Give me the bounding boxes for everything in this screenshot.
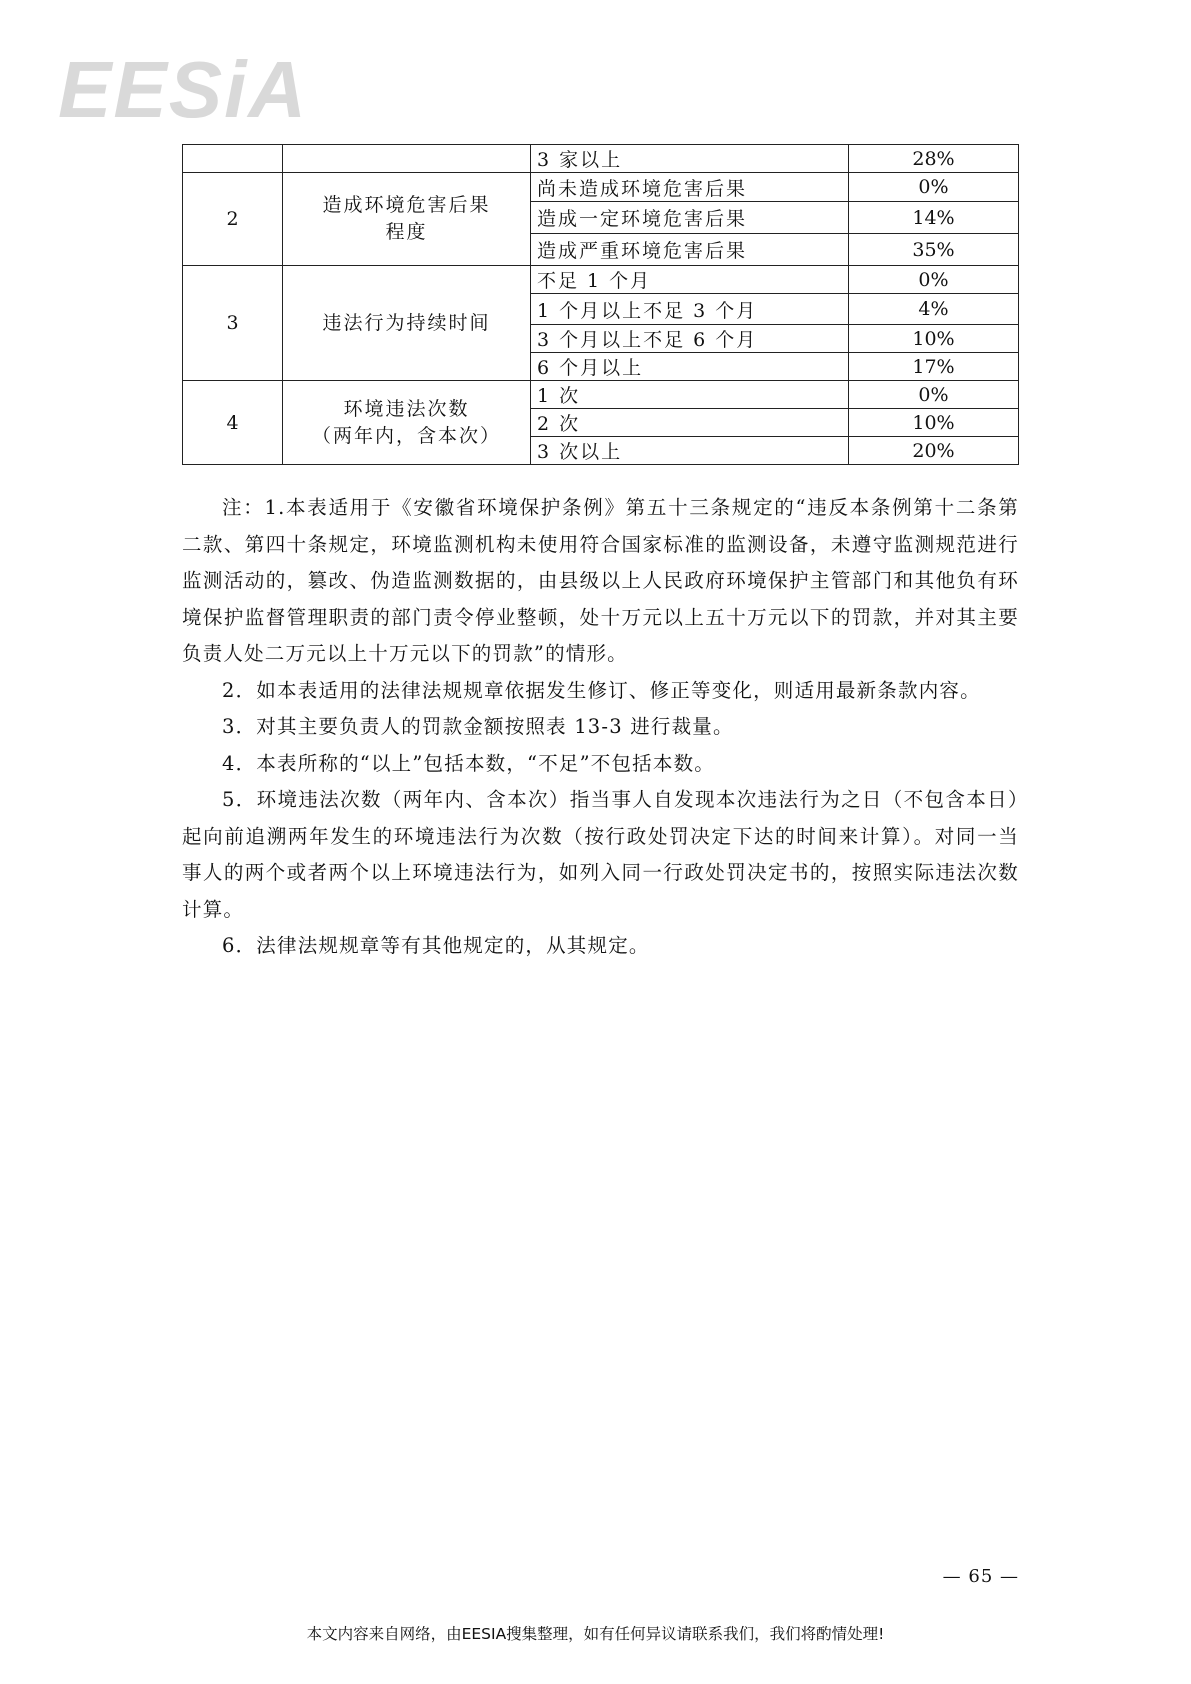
note-paragraph: 注：1.本表适用于《安徽省环境保护条例》第五十三条规定的“违反本条例第十二条第二款、第四十条规定，环境监测机构未使用符合国家标准的监测设备，未遵守监测规范进行监测活动的，篡改、伪造监测数据的，由县级以上人民政府环境保护主管部门和其他负有环境保护监督管理职责的部门责令停业整顿，处十万元以上五十万元以下的罚款，并对其主要负责人处二万元以上十万元以下的罚款”的情形。 [182, 496, 1019, 665]
factor-name-line: （两年内，含本次） [311, 424, 501, 447]
factor-name [283, 145, 531, 173]
factor-name-line: 违法行为持续时间 [322, 311, 491, 334]
discretion-criteria-table [182, 144, 1019, 465]
note-paragraph: 4．本表所称的“以上”包括本数，“不足”不包括本数。 [222, 751, 715, 775]
factor-name-line: 程度 [385, 221, 428, 243]
factor-name [283, 266, 531, 381]
condition-cell: 2 次 [531, 409, 849, 437]
condition-cell: 造成严重环境危害后果 [531, 234, 849, 266]
rate-cell: 17% [849, 353, 1019, 381]
condition-cell: 3 个月以上不足 6 个月 [531, 325, 849, 353]
table-row [183, 266, 1019, 294]
rate-cell: 10% [849, 325, 1019, 353]
factor-name [283, 173, 531, 266]
rate-cell: 0% [849, 381, 1019, 409]
rate-cell: 20% [849, 437, 1019, 465]
factor-number: 2 [183, 173, 283, 266]
factor-number: 4 [183, 381, 283, 465]
condition-cell: 1 次 [531, 381, 849, 409]
footer-disclaimer: 本文内容来自网络，由EESIA搜集整理，如有任何异议请联系我们，我们将酌情处理! [306, 1625, 885, 1643]
table-notes [182, 490, 1019, 965]
factor-name [283, 381, 531, 465]
factor-name-line: 造成环境危害后果 [322, 194, 491, 216]
table-row [183, 145, 1019, 173]
eesia-logo: EESiA [58, 45, 309, 134]
condition-cell: 尚未造成环境危害后果 [531, 173, 849, 202]
table-row [183, 381, 1019, 409]
condition-cell: 3 家以上 [531, 145, 849, 173]
note-paragraph: 5．环境违法次数（两年内、含本次）指当事人自发现本次违法行为之日（不包含本日）起向前追溯两年发生的环境违法行为次数（按行政处罚决定下达的时间来计算）。对同一当事人的两个或者两个以上环境违法行为，如列入同一行政处罚决定书的，按照实际违法次数计算。 [182, 788, 1019, 921]
page-number: — 65 — [942, 1566, 1019, 1587]
condition-cell: 不足 1 个月 [531, 266, 849, 294]
rate-cell: 0% [849, 173, 1019, 202]
note-paragraph: 3．对其主要负责人的罚款金额按照表 13-3 进行裁量。 [222, 715, 734, 738]
note-paragraph: 2．如本表适用的法律法规规章依据发生修订、修正等变化，则适用最新条款内容。 [222, 678, 981, 702]
table-row [183, 173, 1019, 202]
note-paragraph: 6．法律法规规章等有其他规定的，从其规定。 [222, 934, 650, 957]
rate-cell: 0% [849, 266, 1019, 294]
rate-cell: 28% [849, 145, 1019, 173]
rate-cell: 35% [849, 234, 1019, 266]
condition-cell: 造成一定环境危害后果 [531, 202, 849, 234]
rate-cell: 10% [849, 409, 1019, 437]
factor-number: 3 [183, 266, 283, 381]
factor-number [183, 145, 283, 173]
rate-cell: 4% [849, 294, 1019, 325]
factor-name-line: 环境违法次数 [343, 397, 470, 420]
condition-cell: 3 次以上 [531, 437, 849, 465]
condition-cell: 6 个月以上 [531, 353, 849, 381]
condition-cell: 1 个月以上不足 3 个月 [531, 294, 849, 325]
rate-cell: 14% [849, 202, 1019, 234]
